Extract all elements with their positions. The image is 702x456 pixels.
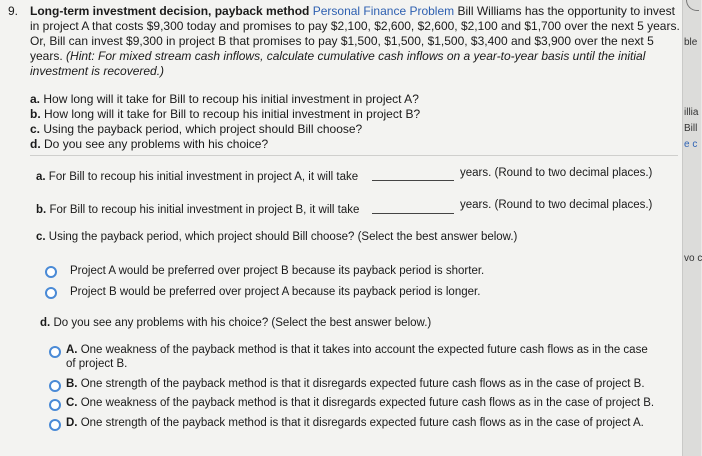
page-curl-icon: [686, 0, 699, 11]
adjacent-page-edge: [682, 0, 701, 456]
option-d-a-radio[interactable]: [49, 346, 61, 358]
question-item: a. How long will it take for Bill to recoup his initial investment in project A?: [30, 92, 419, 106]
edge-fragment: vo c: [684, 253, 702, 264]
option-c2-radio[interactable]: [45, 287, 57, 299]
problem-topic: Personal Finance Problem: [312, 4, 455, 18]
answer-b-input[interactable]: [372, 203, 454, 214]
divider: [30, 155, 678, 156]
option-d-a-label[interactable]: A. One weakness of the payback method is that it takes into account the expected future cash flows as in the case of project B.: [66, 344, 648, 370]
option-d-b-label[interactable]: B. One strength of the payback method is that it disregards expected future cash flows as in the case of project B.: [66, 378, 645, 390]
problem-title: Long-term investment decision, payback method: [30, 4, 310, 18]
question-item: b. How long will it take for Bill to recoup his initial investment in project B?: [30, 107, 421, 121]
edge-fragment: Bill: [684, 123, 698, 134]
answer-b-suffix: years. (Round to two decimal places.): [460, 199, 653, 211]
question-list: [30, 92, 420, 152]
option-d-c-radio[interactable]: [49, 399, 61, 411]
problem-statement: [30, 4, 680, 79]
answer-a-suffix: years. (Round to two decimal places.): [460, 167, 653, 179]
option-d-b-radio[interactable]: [49, 380, 61, 392]
question-number: 9.: [8, 4, 19, 18]
option-d-c-label[interactable]: C. One weakness of the payback method is that it disregards expected future cash flows as in the case of project B.: [66, 397, 655, 409]
edge-fragment: ble: [684, 37, 698, 48]
answer-c-prompt: c. Using the payback period, which project should Bill choose? (Select the best answer below.): [36, 231, 518, 243]
answer-a-input[interactable]: [372, 170, 454, 181]
answer-d-prompt: d. Do you see any problems with his choice? (Select the best answer below.): [40, 317, 432, 329]
question-item: d. Do you see any problems with his choice?: [30, 137, 269, 151]
option-d-d-label[interactable]: D. One strength of the payback method is that it disregards expected future cash flows as in the case of project A.: [66, 417, 644, 429]
edge-fragment: e c: [684, 139, 698, 150]
edge-fragment: illia: [684, 107, 699, 118]
option-c1-label[interactable]: Project A would be preferred over project B because its payback period is shorter.: [70, 265, 485, 277]
answer-b-prompt: b. For Bill to recoup his initial investment in project B, it will take: [36, 204, 360, 216]
answer-a-prompt: a. For Bill to recoup his initial investment in project A, it will take: [36, 171, 359, 183]
problem-hint: (Hint: For mixed stream cash inflows, calculate cumulative cash inflows on a year-to-year basis until the initial investment is recovered.): [30, 49, 646, 78]
option-c1-radio[interactable]: [45, 266, 57, 278]
option-d-d-radio[interactable]: [49, 419, 61, 431]
question-item: c. Using the payback period, which project should Bill choose?: [30, 122, 363, 136]
problem-body: Bill Williams has the opportunity to invest in project A that costs $9,300 today and promises to pay $2,100, $2,600, $2,600, $2,100 and $1,700 over the next 5 years. Or, Bill can invest $9,300 in project B that promises to pay $1,500, $1,500, $1,500, $3,400 and $3,900 over the next 5 years.: [30, 4, 680, 63]
option-c2-label[interactable]: Project B would be preferred over project A because its payback period is longer.: [70, 286, 481, 298]
